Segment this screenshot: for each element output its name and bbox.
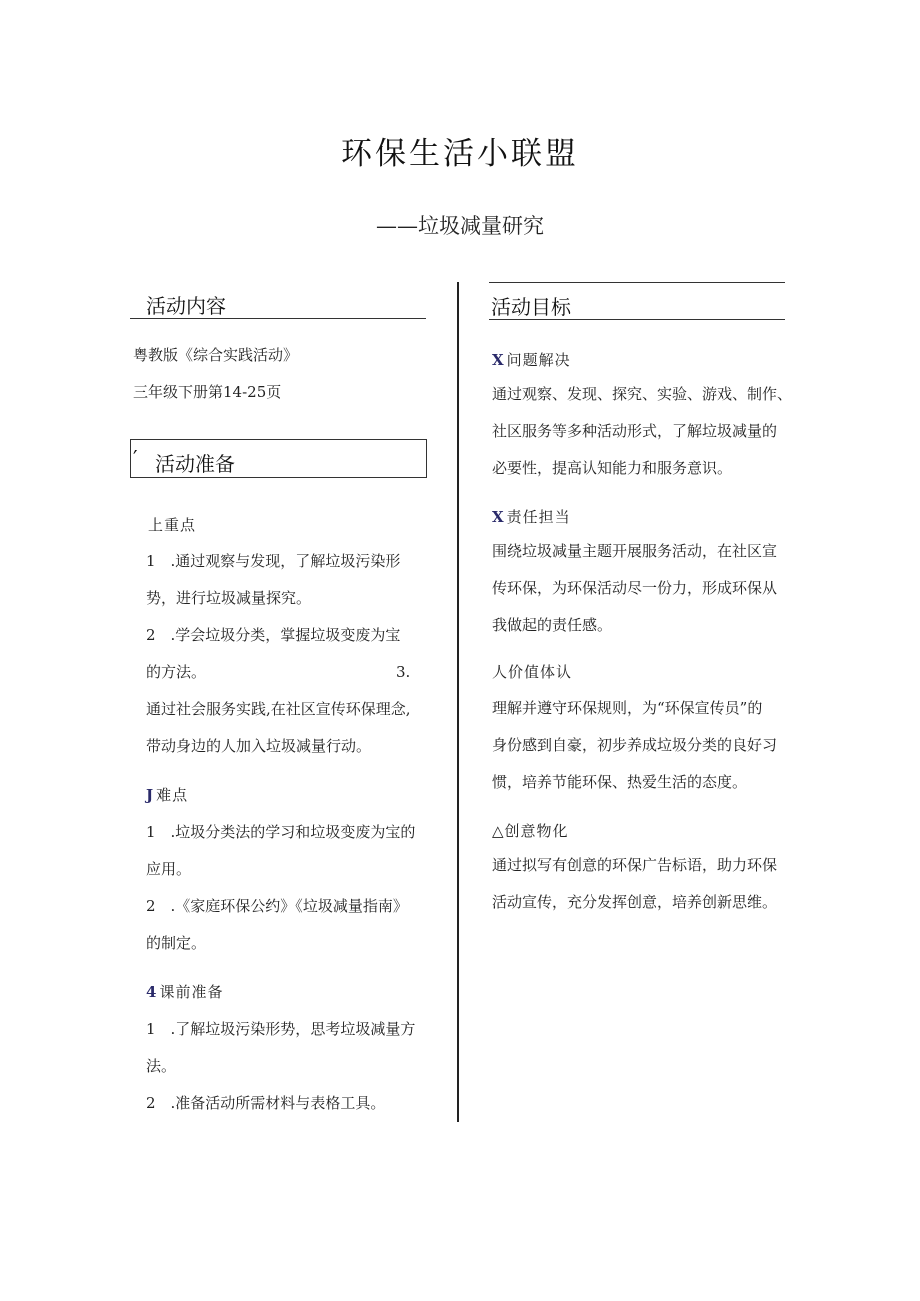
key-points-label: 重点 xyxy=(164,516,197,534)
key-points-heading xyxy=(148,514,196,535)
key-point-3 xyxy=(146,691,411,765)
difficulty-1-line-2: 应用。 xyxy=(146,860,192,878)
goal-3-marker: 人 xyxy=(492,663,509,681)
preparation-1-line-2: 法。 xyxy=(146,1057,177,1075)
content-line-1: 粤教版《综合实践活动》 xyxy=(133,346,299,364)
goal-3-line-1: 理解并遵守环保规则，为“环保宣传员”的 xyxy=(492,699,763,717)
goal-3-line-3: 惯，培养节能环保、热爱生活的态度。 xyxy=(492,773,748,791)
goal-4-label: 创意物化 xyxy=(504,822,569,840)
goal-3-label: 价值体认 xyxy=(508,663,573,681)
goal-top-rule xyxy=(489,282,785,283)
difficulties-label: 难点 xyxy=(156,786,189,804)
goal-4-text xyxy=(492,847,777,921)
difficulty-1-line-1: 1 .垃圾分类法的学习和垃圾变废为宝的 xyxy=(146,823,416,841)
goal-2-line-1: 围绕垃圾减量主题开展服务活动，在社区宣 xyxy=(492,542,778,560)
key-point-3-line-2: 带动身边的人加入垃圾减量行动。 xyxy=(146,737,372,755)
preparation-heading xyxy=(146,981,223,1002)
key-point-2-line-2: 的方法。 xyxy=(146,663,207,681)
key-point-3-number: 3. xyxy=(396,663,411,681)
preparation-2 xyxy=(146,1085,385,1122)
difficulties-heading xyxy=(146,784,188,805)
key-point-1-line-1: 1 .通过观察与发现，了解垃圾污染形 xyxy=(146,552,401,570)
page-subtitle: ——垃圾减量研究 xyxy=(376,214,544,238)
goal-2-label: 责任担当 xyxy=(506,508,571,526)
key-point-3-line-1: 通过社会服务实践,在社区宣传环保理念, xyxy=(146,700,411,718)
difficulty-2-line-1: 2 .《家庭环保公约》《垃圾减量指南》 xyxy=(146,897,408,915)
column-divider xyxy=(457,282,459,1122)
goal-2-line-3: 我做起的责任感。 xyxy=(492,616,613,634)
difficulty-1 xyxy=(146,814,415,888)
key-point-1-line-2: 势，进行垃圾减量探究。 xyxy=(146,589,312,607)
goal-2-line-2: 传环保，为环保活动尽一份力，形成环保从 xyxy=(492,579,778,597)
content-heading: 活动内容 xyxy=(146,294,226,318)
difficulty-2-line-2: 的制定。 xyxy=(146,934,207,952)
goal-1-marker: X xyxy=(492,351,505,369)
content-line-2: 三年级下册第14-25页 xyxy=(133,383,282,401)
goal-2-heading xyxy=(492,506,571,527)
key-point-2 xyxy=(146,617,400,691)
preparation-1 xyxy=(146,1011,415,1085)
goal-4-marker: △ xyxy=(492,822,505,840)
goal-1-text xyxy=(492,376,792,487)
goal-3-text xyxy=(492,690,777,801)
goal-1-line-2: 社区服务等多种活动形式，了解垃圾减量的 xyxy=(492,422,778,440)
preparation-label: 课前准备 xyxy=(159,983,224,1001)
goal-2-text xyxy=(492,533,777,644)
goal-4-heading xyxy=(492,820,569,841)
preparation-2-line-1: 2 .准备活动所需材料与表格工具。 xyxy=(146,1094,386,1112)
goal-1-line-1: 通过观察、发现、探究、实验、游戏、制作、 xyxy=(492,385,793,403)
goal-heading: 活动目标 xyxy=(491,295,571,319)
preparation-marker: 4 xyxy=(146,983,158,1001)
goal-3-line-2: 身份感到自豪，初步养成垃圾分类的良好习 xyxy=(492,736,778,754)
goal-4-line-2: 活动宣传，充分发挥创意，培养创新思维。 xyxy=(492,893,778,911)
preparation-1-line-1: 1 .了解垃圾污染形势，思考垃圾减量方 xyxy=(146,1020,416,1038)
goal-1-heading xyxy=(492,349,571,370)
goal-1-label: 问题解决 xyxy=(506,351,571,369)
key-points-marker: 上 xyxy=(148,516,165,534)
goal-3-heading xyxy=(492,661,572,682)
difficulty-2 xyxy=(146,888,408,962)
goal-2-marker: X xyxy=(492,508,505,526)
prep-heading: 活动准备 xyxy=(155,452,235,476)
prep-heading-mark: ′ xyxy=(133,446,138,470)
page-title: 环保生活小联盟 xyxy=(341,136,579,172)
content-heading-rule xyxy=(130,318,426,319)
goal-heading-rule xyxy=(489,319,785,320)
key-point-1 xyxy=(146,543,400,617)
difficulties-marker: J xyxy=(146,786,155,804)
key-point-2-line-1: 2 .学会垃圾分类，掌握垃圾变废为宝 xyxy=(146,626,401,644)
goal-4-line-1: 通过拟写有创意的环保广告标语，助力环保 xyxy=(492,856,778,874)
goal-1-line-3: 必要性，提高认知能力和服务意识。 xyxy=(492,459,733,477)
